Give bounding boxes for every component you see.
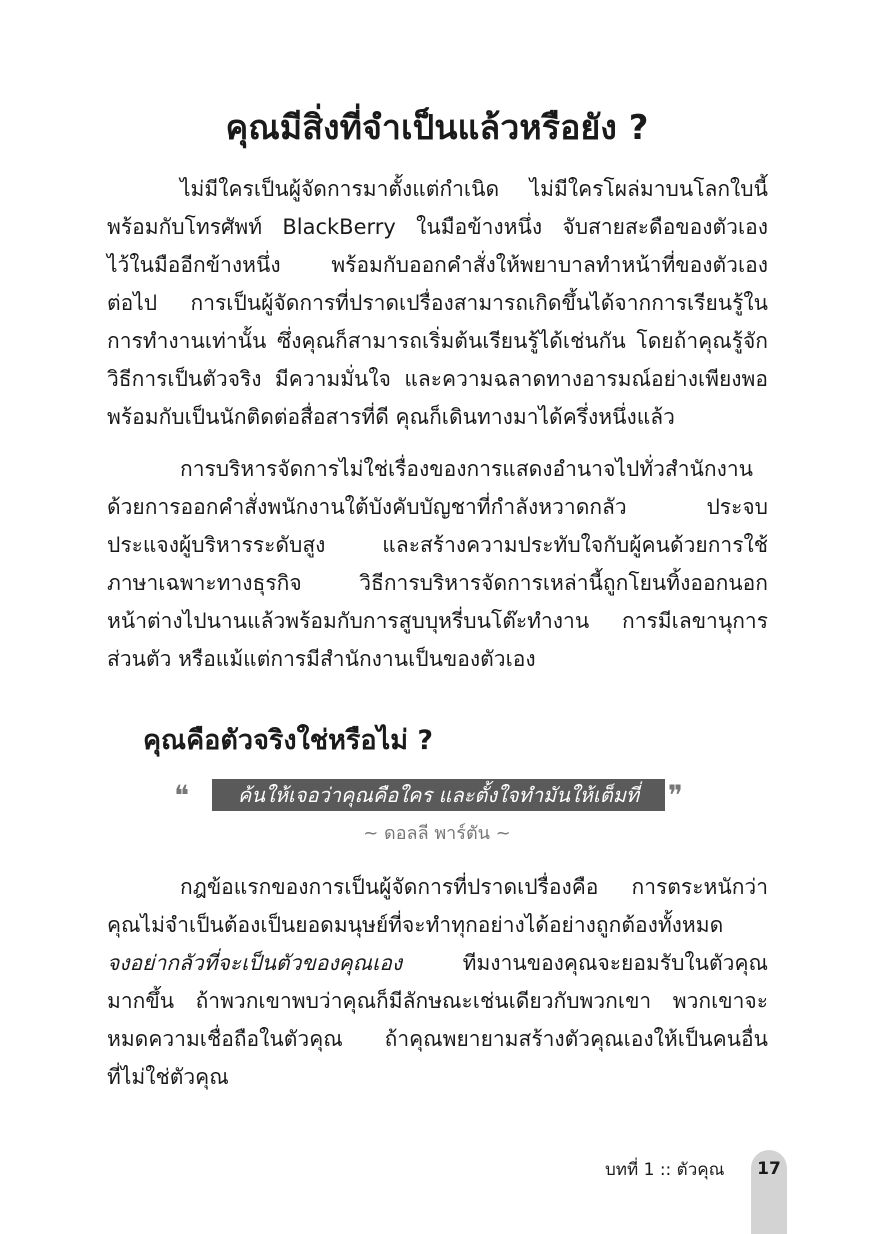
- open-quote-icon: ❝: [174, 779, 190, 812]
- paragraph-line: พร้อมกับเป็นนักติดต่อสื่อสารที่ดี คุณก็เดินทางมาได้ครึ่งหนึ่งแล้ว: [107, 405, 675, 429]
- emphasis-text: จงอย่ากลัวที่จะเป็นตัวของคุณเอง: [107, 951, 403, 975]
- paragraph-line: ประแจงผู้บริหารระดับสูง และสร้างความประทับใจกับผู้คนด้วยการใช้: [107, 533, 768, 557]
- paragraph-line: หมดความเชื่อถือในตัวคุณ ถ้าคุณพยายามสร้างตัวคุณเองให้เป็นคนอื่น: [107, 1027, 768, 1051]
- section-heading: คุณคือตัวจริงใช่หรือไม่ ?: [143, 725, 434, 756]
- quote-box: ค้นให้เจอว่าคุณคือใคร และตั้งใจทำมันให้เต็มที่: [212, 779, 665, 811]
- close-quote-icon: ❞: [668, 779, 684, 812]
- paragraph-line: กฎข้อแรกของการเป็นผู้จัดการที่ปราดเปรื่องคือ การตระหนักว่า: [180, 875, 768, 899]
- paragraph-line: หน้าต่างไปนานแล้วพร้อมกับการสูบบุหรี่บนโต๊ะทำงาน การมีเลขานุการ: [107, 609, 768, 633]
- paragraph-line: การบริหารจัดการไม่ใช่เรื่องของการแสดงอำนาจไปทั่วสำนักงาน: [180, 457, 753, 481]
- paragraph-line: ส่วนตัว หรือแม้แต่การมีสำนักงานเป็นของตัวเอง: [107, 647, 536, 671]
- paragraph-line: คุณไม่จำเป็นต้องเป็นยอดมนุษย์ที่จะทำทุกอย่างได้อย่างถูกต้องทั้งหมด: [107, 913, 724, 937]
- paragraph-line: ภาษาเฉพาะทางธุรกิจ วิธีการบริหารจัดการเหล่านี้ถูกโยนทิ้งออกนอก: [107, 571, 768, 595]
- page-number: 17: [757, 1159, 781, 1179]
- paragraph-line: ไว้ในมืออีกข้างหนึ่ง พร้อมกับออกคำสั่งให้พยาบาลทำหน้าที่ของตัวเอง: [107, 253, 768, 277]
- paragraph-line: [107, 948, 768, 978]
- page-number-tab: [751, 1150, 787, 1234]
- paragraph-line: การทำงานเท่านั้น ซึ่งคุณก็สามารถเริ่มต้นเรียนรู้ได้เช่นกัน โดยถ้าคุณรู้จัก: [107, 329, 768, 353]
- paragraph-line: ต่อไป การเป็นผู้จัดการที่ปราดเปรื่องสามารถเกิดขึ้นได้จากการเรียนรู้ใน: [107, 291, 768, 315]
- paragraph-line: พร้อมกับโทรศัพท์ BlackBerry ในมือข้างหนึ่ง จับสายสะดือของตัวเอง: [107, 215, 768, 239]
- paragraph-line: ไม่มีใครเป็นผู้จัดการมาตั้งแต่กำเนิด ไม่มีใครโผล่มาบนโลกใบนี้: [180, 177, 768, 201]
- paragraph-line: มากขึ้น ถ้าพวกเขาพบว่าคุณก็มีลักษณะเช่นเดียวกับพวกเขา พวกเขาจะ: [107, 989, 768, 1013]
- paragraph-line: ที่ไม่ใช่ตัวคุณ: [107, 1065, 229, 1089]
- page-title: คุณมีสิ่งที่จำเป็นแล้วหรือยัง ?: [225, 108, 649, 148]
- paragraph-line: วิธีการเป็นตัวจริง มีความมั่นใจ และความฉลาดทางอารมณ์อย่างเพียงพอ: [107, 367, 768, 391]
- text: ทีมงานของคุณจะยอมรับในตัวคุณ: [462, 951, 768, 975]
- chapter-label: บทที่ 1 :: ตัวคุณ: [605, 1160, 725, 1180]
- quote-author: ~ ดอลลี พาร์ตัน ~: [363, 823, 511, 844]
- paragraph-line: ด้วยการออกคำสั่งพนักงานใต้บังคับบัญชาที่กำลังหวาดกลัว ประจบ: [107, 495, 768, 519]
